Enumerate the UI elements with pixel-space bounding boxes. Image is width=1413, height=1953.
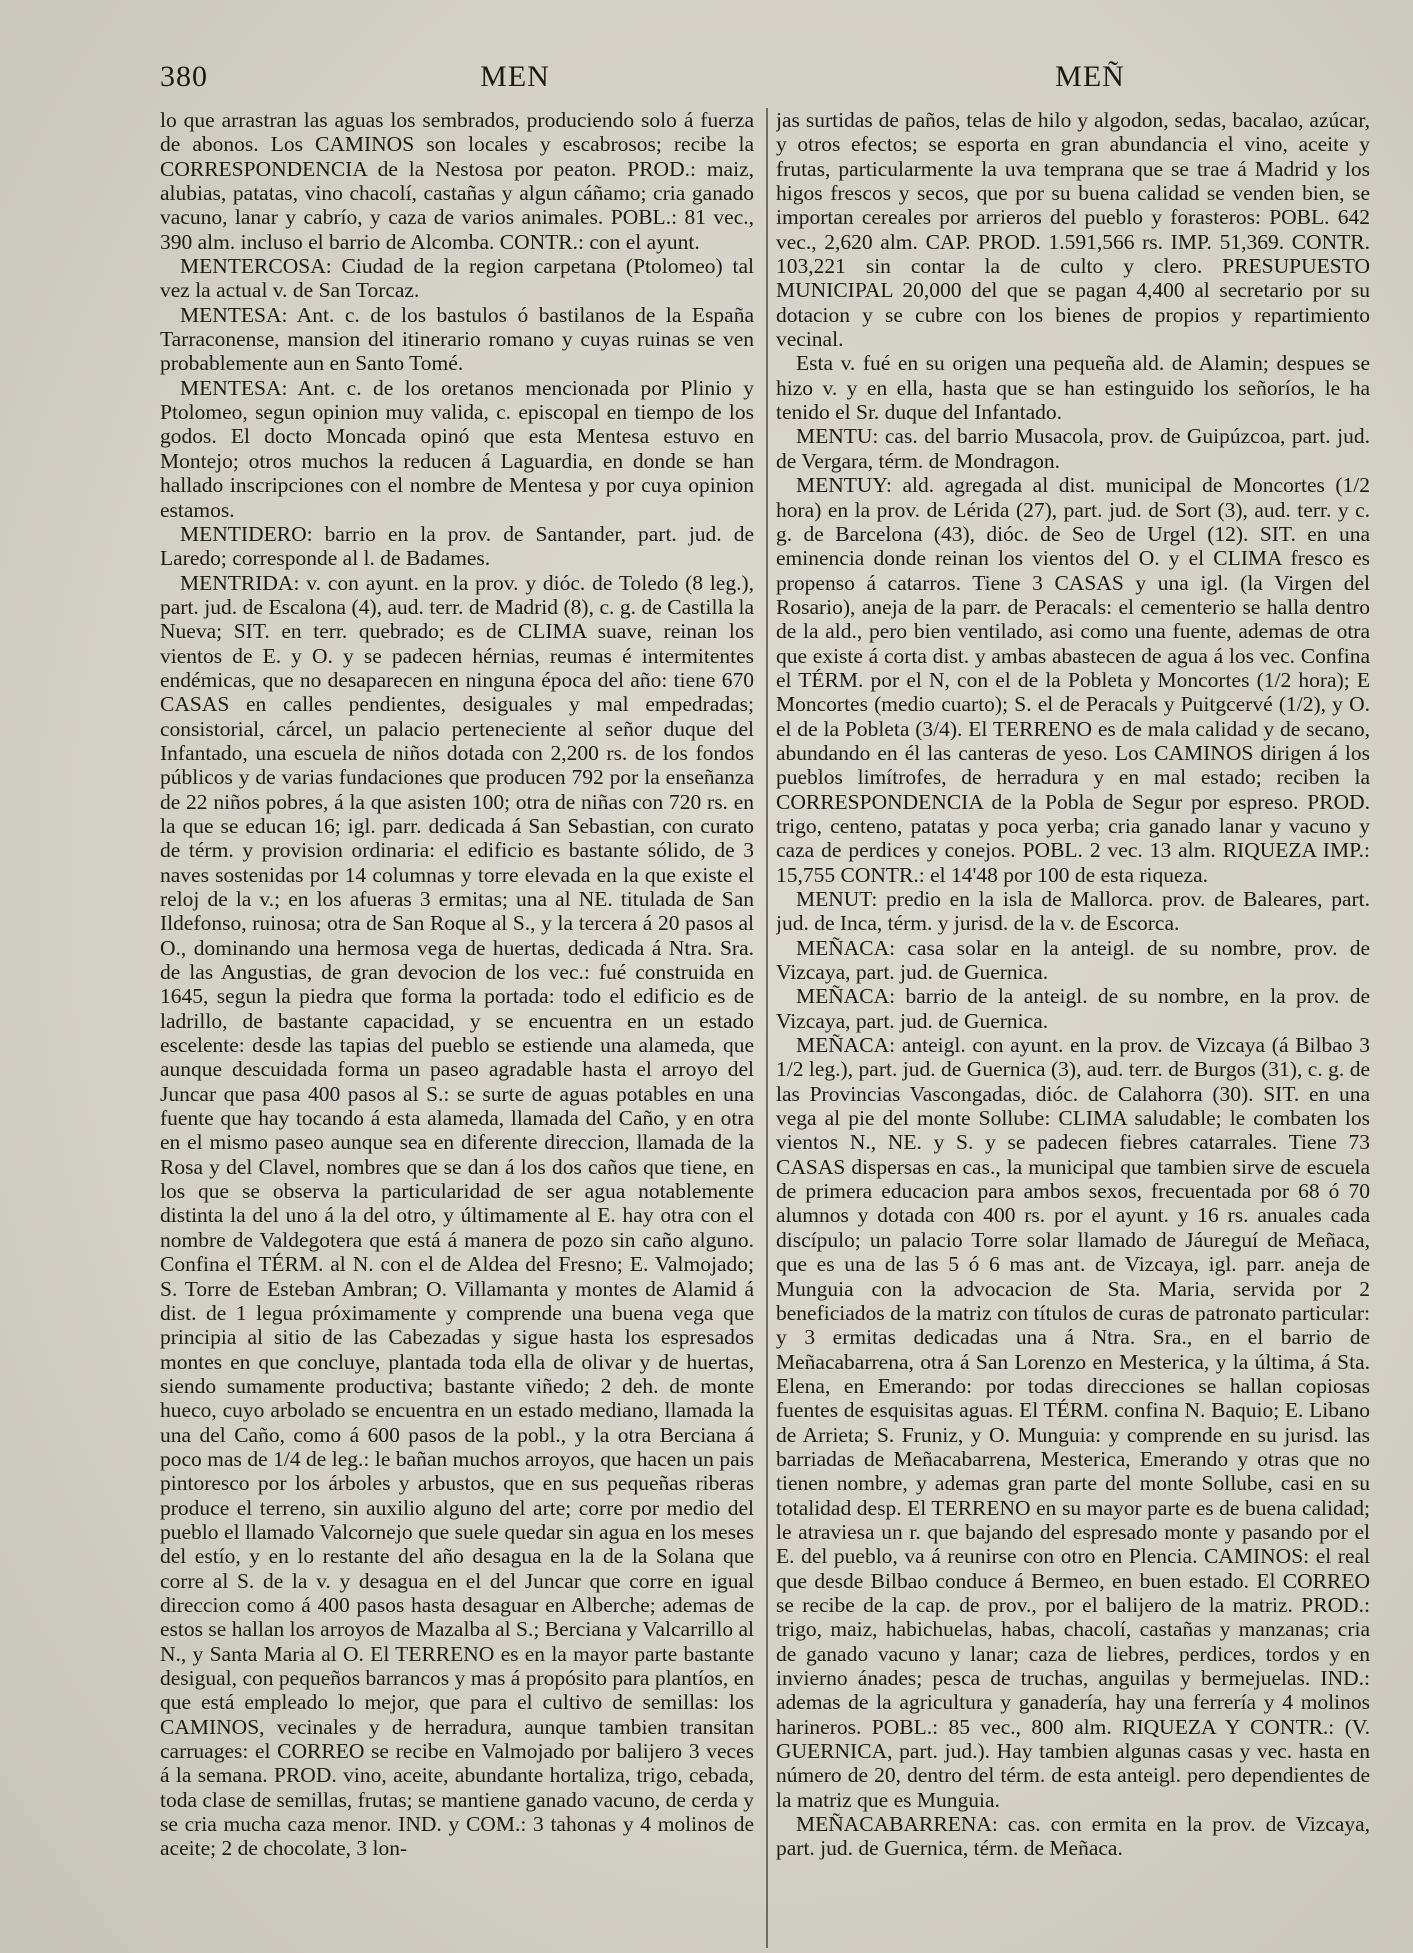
right-column <box>776 108 1370 1948</box>
entry-mentesa-bastulos: MENTESA: Ant. c. de los bastulos ó bastilanos de la España Tarraconense, mansion del itinerario romano y cuyas ruinas se ven probablemente aun en Santo Tomé. <box>160 302 754 376</box>
entry-mentercosa: MENTERCOSA: Ciudad de la region carpetana (Ptolomeo) tal vez la actual v. de San Torcaz. <box>160 254 754 303</box>
entry-menacabarrena: MEÑACABARRENA: cas. con ermita en la prov. de Vizcaya, part. jud. de Guernica, térm. de Meñaca. <box>776 1812 1370 1861</box>
page-number: 380 <box>160 60 208 93</box>
entry-mentrida-continuation: jas surtidas de paños, telas de hilo y algodon, sedas, bacalao, azúcar, y otros efectos; se esporta en gran abundancia el vino, aceite y frutas, particularmente la uva temprana que se trae á Madrid y los higos frescos y secos, que por su buena calidad se venden bien, se importan cereales por arrieros del pueblo y forasteros: POBL. 642 vec., 2,620 alm. CAP. PROD. 1.591,566 rs. IMP. 51,369. CONTR. 103,221 sin contar la de culto y clero. PRESUPUESTO MUNICIPAL 20,000 del que se pagan 4,400 al secretario por su dotacion y se cubre con los bienes de propios y repartimiento vecinal. <box>776 108 1370 352</box>
entry-mentidero: MENTIDERO: barrio en la prov. de Santander, part. jud. de Laredo; corresponde al l. de Badames. <box>160 521 754 571</box>
entry-menut: MENUT: predio en la isla de Mallorca. prov. de Baleares, part. jud. de Inca, térm. y jurisd. de la v. de Escorca. <box>776 887 1370 936</box>
entry-mentrida-history: Esta v. fué en su origen una pequeña ald. de Alamin; despues se hizo v. y en ella, hasta que se han estinguido los señoríos, le ha tenido el Sr. duque del Infantado. <box>776 351 1370 425</box>
left-column <box>160 108 754 1948</box>
entry-menaca-casa: MEÑACA: casa solar en la anteigl. de su nombre, prov. de Vizcaya, part. jud. de Guernica. <box>776 935 1370 985</box>
column-divider <box>766 108 768 1948</box>
entry-menaca-barrio: MEÑACA: barrio de la anteigl. de su nombre, en la prov. de Vizcaya, part. jud. de Guernica. <box>776 984 1370 1033</box>
left-running-head: MEN <box>480 60 550 93</box>
entry-mentesa-oretanos: MENTESA: Ant. c. de los oretanos mencionada por Plinio y Ptolomeo, segun opinion muy valida, c. episcopal en tiempo de los godos. El docto Moncada opinó que esta Mentesa estuvo en Montejo; otros muchos la reducen á Laguardia, en donde se han hallado inscripciones con el nombre de Mentesa y por cuya opinion estamos. <box>160 375 754 522</box>
entry-mentu: MENTU: cas. del barrio Musacola, prov. de Guipúzcoa, part. jud. de Vergara, térm. de Mondragon. <box>776 424 1370 473</box>
entry-continuation: lo que arrastran las aguas los sembrados, produciendo solo á fuerza de abonos. Los CAMINOS son locales y escabrosos; recibe la CORRESPONDENCIA de la Nestosa por peaton. PROD.: maiz, alubias, patatas, vino chacolí, castañas y algun cáñamo; cria ganado vacuno, lanar y cabrío, y caza de varios animales. POBL.: 81 vec., 390 alm. incluso el barrio de Alcomba. CONTR.: con el ayunt. <box>160 108 754 254</box>
right-running-head: MEÑ <box>1055 60 1125 93</box>
page-header <box>160 60 1370 108</box>
entry-mentrida: MENTRIDA: v. con ayunt. en la prov. y dióc. de Toledo (8 leg.), part. jud. de Escalona (4), aud. terr. de Madrid (8), c. g. de Castilla la Nueva; SIT. en terr. quebrado; es de CLIMA suave, reinan los vientos de E. y O. y se padecen hérnias, reumas é intermitentes endémicas, que no desaparecen en ninguna época del año: tiene 670 CASAS en calles pendientes, desiguales y mal empedradas; consistorial, cárcel, un palacio perteneciente al señor duque del Infantado, una escuela de niños dotada con 2,200 rs. de los fondos públicos y de varias fundaciones que producen 792 por la enseñanza de 22 niños pobres, á la que asisten 100; otra de niñas con 720 rs. en la que se educan 16; igl. parr. dedicada á San Sebastian, con curato de térm. y provision ordinaria: el edificio es bastante sólido, de 3 naves sostenidas por 14 columnas y torre elevada en la que existe el reloj de la v.; en los afueras 3 ermitas; una al NE. titulada de San Ildefonso, ruinosa; otra de San Roque al S., y la tercera á 20 pasos al O., dominando una hermosa vega de huertas, dedicada á Ntra. Sra. de las Angustias, de gran devocion de los vec.: fué construida en 1645, segun la piedra que forma la portada: todo el edificio es de ladrillo, de bastante capacidad, y se encuentra en un estado escelente: desde las tapias del pueblo se estiende una alameda, que aunque descuidada forma un paseo agradable hasta el arroyo del Juncar que pasa 400 pasos al S.: se surte de aguas potables en una fuente que hay tocando á esta alameda, llamada del Caño, y en otra en el mismo paseo aunque sea en diferente direccion, llamada de la Rosa y del Clavel, nombres que se dan á los dos caños que tiene, en los que se observa la particularidad de ser agua notablemente distinta la del uno á la del otro, y últimamente al E. hay otra con el nombre de Valdegotera que está á manera de pozo sin caño alguno. Confina el TÉRM. al N. con el de Aldea del Fresno; E. Valmojado; S. Torre de Esteban Ambran; O. Villamanta y montes de Alamid á dist. de 1 legua próximamente y comprende una buena vega que principia al sitio de las Cabezadas y sigue hasta los espresados montes en que concluye, plantada toda ella de olivar y de huertas, siendo sumamente productiva; bastante viñedo; 2 deh. de monte hueco, cuyo arbolado se encuentra en un estado mediano, llamada la una del Caño, como á 600 pasos de la pobl., y la otra Berciana á poco mas de 1/4 de leg.: le bañan muchos arroyos, que hacen un pais pintoresco por los árboles y arbustos, que en sus pequeñas riberas produce el terreno, sin auxilio alguno del arte; corre por medio del pueblo el llamado Valcornejo que suele quedar sin agua en los meses del estío, y en lo restante del año desagua en la de la Solana que corre al S. de la v. y desagua en el del Juncar que corre en igual direccion como á 400 pasos hasta desaguar en Alberche; ademas de estos se hallan los arroyos de Mazalba al S.; Berciana y Valcarrillo al N., y Santa Maria al O. El TERRENO es en la mayor parte bastante desigual, con pequeños barrancos y mas á propósito para plantíos, en que está empleado lo mejor, que para el cultivo de semillas: los CAMINOS, vecinales y de herradura, aunque tambien transitan carruages: el CORREO se recibe en Valmojado por balijero 3 veces á la semana. PROD. vino, aceite, abundante hortaliza, trigo, cebada, toda clase de semillas, frutas; se mantiene ganado vacuno, de cerda y se cria mucha caza menor. IND. y COM.: 3 tahonas y 4 molinos de aceite; 2 de chocolate, 3 lon- <box>160 570 754 1861</box>
entry-mentuy: MENTUY: ald. agregada al dist. municipal de Moncortes (1/2 hora) en la prov. de Lérida (27), part. jud. de Sort (3), aud. terr. y c. g. de Barcelona (43), dióc. de Seo de Urgel (12). SIT. en una eminencia donde reinan los vientos del O. y el CLIMA fresco es propenso á catarros. Tiene 3 CASAS y una igl. (la Virgen del Rosario), aneja de la parr. de Peracals: el cementerio se halla dentro de la ald., pero bien ventilado, asi como una fuente, ademas de otra que existe á corta dist. y ambas abastecen de agua á los vec. Confina el TÉRM. por el N, con el de la Pobleta y Moncortes (1/2 hora); E Moncortes (medio cuarto); S. el de Peracals y Puitgcervé (1/2), y O. el de la Pobleta (3/4). El TERRENO es de mala calidad y de secano, abundando en él las canteras de yeso. Los CAMINOS dirigen á los pueblos limítrofes, de herradura y en mal estado; reciben la CORRESPONDENCIA de la Pobla de Segur por espreso. PROD. trigo, centeno, patatas y poca yerba; cria ganado lanar y vacuno y caza de perdices y conejos. POBL. 2 vec. 13 alm. RIQUEZA IMP.: 15,755 CONTR.: el 14'48 por 100 de esta riqueza. <box>776 473 1370 887</box>
entry-menaca-anteigl: MEÑACA: anteigl. con ayunt. en la prov. de Vizcaya (á Bilbao 3 1/2 leg.), part. jud. de Guernica (3), aud. terr. de Burgos (31), c. g. de las Provincias Vascongadas, dióc. de Calahorra (30). SIT. en una vega al pie del monte Sollube: CLIMA saludable; le combaten los vientos N., NE. y S. y se padecen fiebres catarrales. Tiene 73 CASAS dispersas en cas., la municipal que tambien sirve de escuela de primera educacion para ambos sexos, frecuentada por 68 ó 70 alumnos y dotada con 400 rs. por el ayunt. y 16 rs. anuales cada discípulo; un palacio Torre solar llamado de Jáureguí de Meñaca, que es una de las 5 ó 6 mas ant. de Vizcaya, igl. parr. aneja de Munguia con la advocacion de Sta. Maria, servida por 2 beneficiados de la matriz con títulos de curas de patronato particular: y 3 ermitas dedicadas una á Ntra. Sra., en el barrio de Meñacabarrena, otra á San Lorenzo en Mesterica, y la última, á Sta. Elena, en Emerando: por todas direcciones se hallan copiosas fuentes de esquisitas aguas. El TÉRM. confina N. Baquio; E. Libano de Arrieta; S. Fruniz, y O. Munguia: y comprende en su jurisd. las barriadas de Meñacabarrena, Mesterica, Emerando y otras que no tienen nombre, y ademas gran parte del monte Sollube, casi en su totalidad desp. El TERRENO en su mayor parte es de buena calidad; le atraviesa un r. que bajando del espresado monte y pasando por el E. del pueblo, va á reunirse con otro en Plencia. CAMINOS: el real que desde Bilbao conduce á Bermeo, en buen estado. El CORREO se recibe de la cap. de prov., por el balijero de la matriz. PROD.: trigo, maiz, habichuelas, habas, chacolí, castañas y manzanas; cria de ganado vacuno y lanar; caza de liebres, perdices, tordos y en invierno ánades; pesca de truchas, anguilas y bermejuelas. IND.: ademas de la agricultura y ganadería, hay una ferrería y 4 molinos harineros. POBL.: 85 vec., 800 alm. RIQUEZA Y CONTR.: (V. GUERNICA, part. jud.). Hay tambien algunas casas y vec. hasta en número de 20, dentro del térm. de esta anteigl. pero dependientes de la matriz que es Munguia. <box>776 1033 1370 1812</box>
text-columns <box>160 108 1370 1948</box>
